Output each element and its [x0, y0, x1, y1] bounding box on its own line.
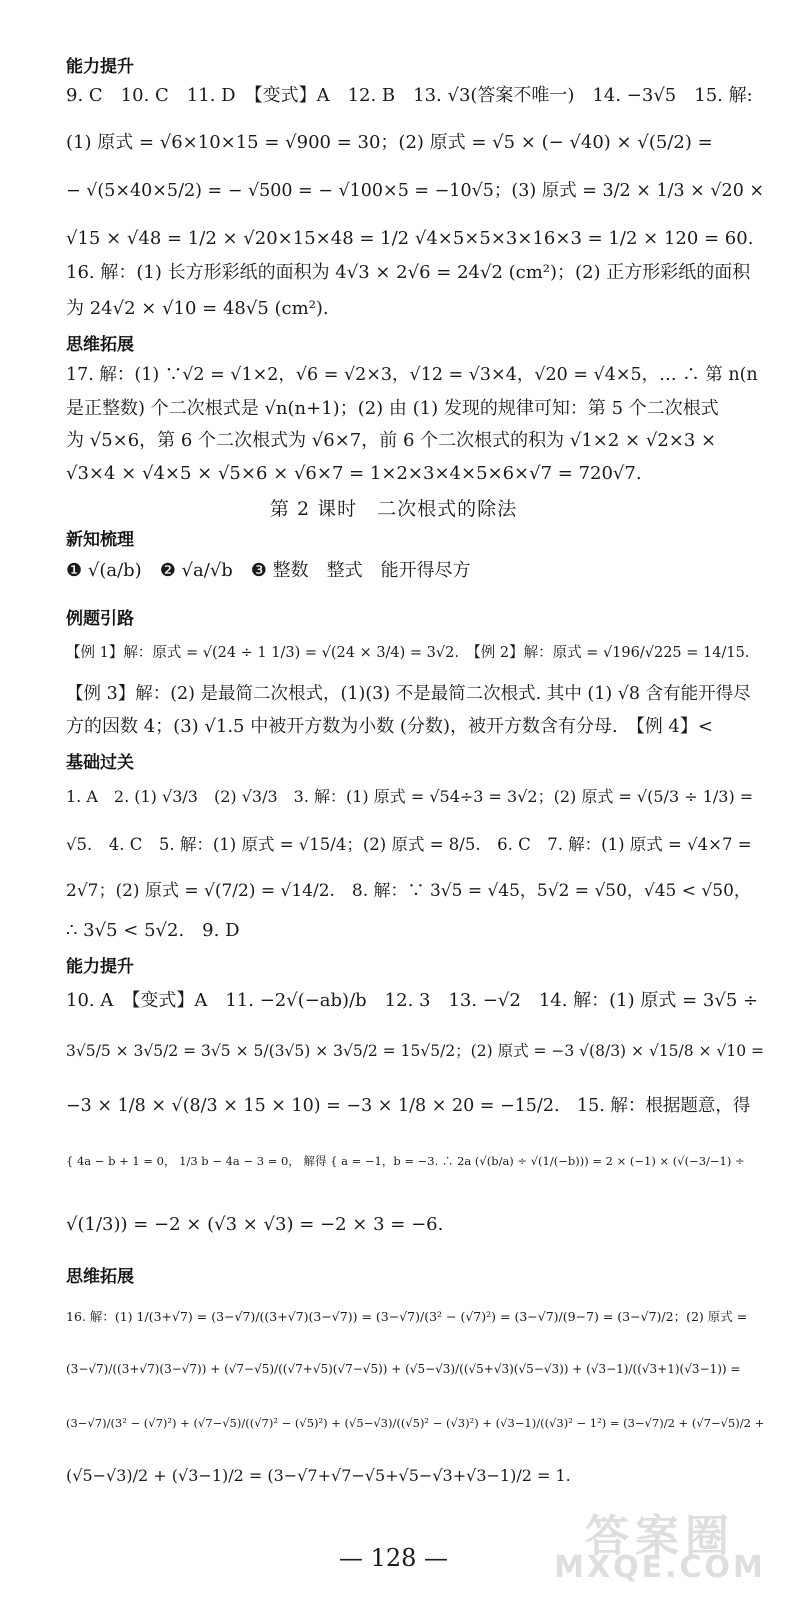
answer-line: ∴ 3√5 < 5√2. 9. D [66, 920, 240, 941]
answer-line: 9. C 10. C 11. D 【变式】A 12. B 13. √3(答案不唯一) 14. −3√5 15. 解: [66, 85, 753, 106]
answer-line: 17. 解：(1) ∵√2 = √1×2，√6 = √2×3，√12 = √3×4，√20 = √4×5，… ∴ 第 n(n [66, 365, 758, 385]
answer-line: 为 √5×6，第 6 个二次根式为 √6×7，前 6 个二次根式的积为 √1×2 × √2×3 × [66, 430, 717, 451]
answer-line: 2√7；(2) 原式 = √(7/2) = √14/2. 8. 解：∵ 3√5 = √45，5√2 = √50，√45 < √50， [66, 881, 751, 901]
section-heading-ability-1: 能力提升 [66, 57, 134, 77]
answer-line: 10. A 【变式】A 11. −2√(−ab)/b 12. 3 13. −√2 14. 解：(1) 原式 = 3√5 ÷ [66, 990, 759, 1011]
section-heading-thinking-1: 思维拓展 [66, 335, 134, 355]
answer-line: √(1/3)) = −2 × (√3 × √3) = −2 × 3 = −6. [66, 1214, 444, 1235]
answer-line: 3√5/5 × 3√5/2 = 3√5 × 5/(3√5) × 3√5/2 = 15√5/2；(2) 原式 = −3 √(8/3) × √15/8 × √10 = [66, 1042, 764, 1060]
answer-line: 是正整数) 个二次根式是 √n(n+1)；(2) 由 (1) 发现的规律可知：第 5 个二次根式 [66, 398, 719, 419]
answer-line: 为 24√2 × √10 = 48√5 (cm²). [66, 298, 329, 319]
page-number: — 128 — [338, 1544, 449, 1572]
section-heading-examples: 例题引路 [66, 609, 134, 629]
answer-line: √3×4 × √4×5 × √5×6 × √6×7 = 1×2×3×4×5×6×√7 = 720√7. [66, 463, 642, 484]
answer-line: 【例 3】解：(2) 是最简二次根式，(1)(3) 不是最简二次根式. 其中 (1) √8 含有能开得尽 [66, 684, 751, 704]
answer-line: − √(5×40×5/2) = − √500 = − √100×5 = −10√5；(3) 原式 = 3/2 × 1/3 × √20 × [66, 181, 765, 201]
answer-line: (3−√7)/((3+√7)(3−√7)) + (√7−√5)/((√7+√5)(√7−√5)) + (√5−√3)/((√5+√3)(√5−√3)) + (√3−1)/((√3+1)(√3−1)) = [66, 1362, 741, 1376]
answer-line: (3−√7)/(3² − (√7)²) + (√7−√5)/((√7)² − (√5)²) + (√5−√3)/((√5)² − (√3)²) + (√3−1)/((√3)² − 1²) = (3−√7)/2 + (√7−√5)/2 + [66, 1416, 765, 1430]
answer-line: 1. A 2. (1) √3/3 (2) √3/3 3. 解：(1) 原式 = √54÷3 = 3√2；(2) 原式 = √(5/3 ÷ 1/3) = [66, 787, 754, 806]
answer-line: 【例 1】解：原式 = √(24 ÷ 1 1/3) = √(24 × 3/4) = 3√2. 【例 2】解：原式 = √196/√225 = 14/15. [66, 645, 750, 661]
answer-line: √5. 4. C 5. 解：(1) 原式 = √15/4；(2) 原式 = 8/5. 6. C 7. 解：(1) 原式 = √4×7 = [66, 835, 752, 854]
section-heading-thinking-2: 思维拓展 [66, 1267, 134, 1287]
answer-line: { 4a − b + 1 = 0， 1/3 b − 4a − 3 = 0， 解得 { a = −1，b = −3. ∴ 2a (√(b/a) ÷ √(1/(−b))) = 2 × (−1) × (√(−3/−1) ÷ [66, 1154, 745, 1168]
watermark-text-en: MXQE.COM [554, 1550, 766, 1585]
answer-line: 16. 解：(1) 长方形彩纸的面积为 4√3 × 2√6 = 24√2 (cm²)；(2) 正方形彩纸的面积 [66, 262, 751, 283]
watermark-text-cn: 答案圈 [585, 1511, 735, 1562]
answer-line: 16. 解：(1) 1/(3+√7) = (3−√7)/((3+√7)(3−√7)) = (3−√7)/(3² − (√7)²) = (3−√7)/(9−7) = (3−√7)/2；(2) 原式 = [66, 1309, 748, 1324]
answer-line: √15 × √48 = 1/2 × √20×15×48 = 1/2 √4×5×5×3×16×3 = 1/2 × 120 = 60. [66, 228, 754, 249]
answer-line: (√5−√3)/2 + (√3−1)/2 = (3−√7+√7−√5+√5−√3+√3−1)/2 = 1. [66, 1466, 571, 1485]
lesson-title: 第 2 课时 二次根式的除法 [269, 498, 518, 520]
answer-line: 方的因数 4；(3) √1.5 中被开方数为小数 (分数)，被开方数含有分母. 【例 4】< [66, 716, 713, 737]
section-heading-basics: 基础过关 [66, 753, 134, 773]
section-heading-ability-2: 能力提升 [66, 957, 134, 977]
answer-line: (1) 原式 = √6×10×15 = √900 = 30；(2) 原式 = √5 × (− √40) × √(5/2) = [66, 132, 713, 153]
answer-line: −3 × 1/8 × √(8/3 × 15 × 10) = −3 × 1/8 × 20 = −15/2. 15. 解：根据题意，得 [66, 1096, 751, 1116]
watermark-logo [545, 1500, 775, 1590]
answer-line: ❶ √(a/b) ❷ √a/√b ❸ 整数 整式 能开得尽方 [66, 560, 471, 581]
section-heading-new-knowledge: 新知梳理 [66, 530, 134, 550]
